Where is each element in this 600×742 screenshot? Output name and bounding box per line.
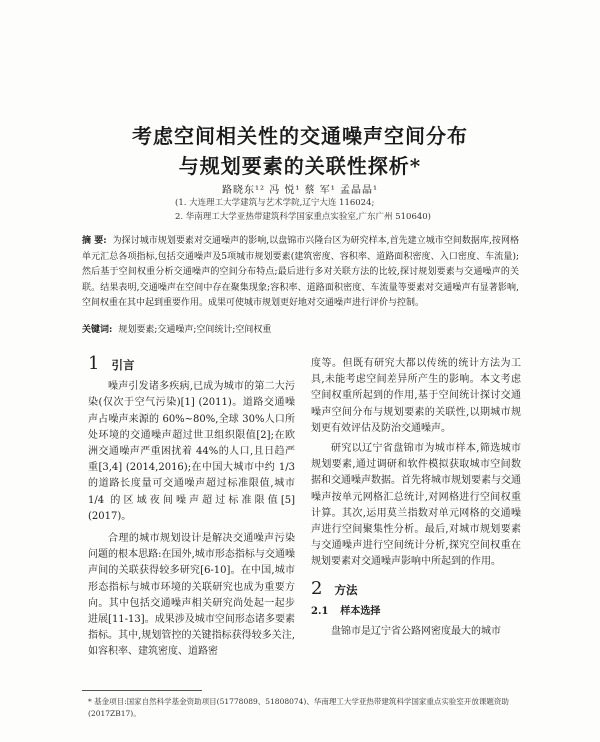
section-number: 1 xyxy=(88,353,100,374)
abstract-text: 为探讨城市规划要素对交通噪声的影响,以盘锦市兴隆台区为研究样本,首先建立城市空间数据库,按网格单元汇总各项指标,包括交通噪声及5项城市规划要素(建筑密度、容积率、道路面积密度、入口密度、车流量);然后基于空间权重分析交通噪声的空间分布特点;最后进行多对关联方法的比较,探讨规划要素与交通噪声的关联。结果表明,交通噪声在空间中存在聚集现象;容积率、道路面积密度、车流量等要素对交通噪声有显著影响,空间权重在其中起到重要作用。成果可使城市规划更好地对交通噪声进行评价与控制。 xyxy=(82,236,519,308)
intro-paragraph-2-cont: 度等。但既有研究大都以传统的统计方法为工具,未能考虑空间差异所产生的影响。本文考虑空间权重所起到的作用,基于空间统计探讨交通噪声空间分布与规划要素的关联性,以期城市规划更有效评估及防治交通噪声。 xyxy=(311,358,521,434)
section-number: 2 xyxy=(311,577,323,599)
paper-title-line-1: 考虑空间相关性的交通噪声空间分布 xyxy=(132,124,468,148)
footnote: * 基金项目:国家自然科学基金资助项目(51778089、51808074)、华南理工大学亚热带建筑科学国家重点实验室开放课题资助(2017ZB17)。 xyxy=(88,697,509,718)
abstract xyxy=(82,234,519,312)
right-column xyxy=(311,356,521,640)
subsection-number: 2.1 xyxy=(311,605,329,617)
intro-paragraph-3: 研究以辽宁省盘锦市为城市样本,筛选城市规划要素,通过调研和软件模拟获取城市空间数据和交通噪声数据。首先将城市规划要素与交通噪声按单元网格汇总统计,对网格进行空间权重计算。其次,运用莫兰指数对单元网格的交通噪声进行空间聚集性分析。最后,对城市规划要素与交通噪声进行空间统计分析,探究空间权重在规划要素对交通噪声影响中所起到的作用。 xyxy=(311,443,521,568)
method-paragraph-1: 盘锦市是辽宁省公路网密度最大的城市 xyxy=(331,626,501,638)
footnote-rule xyxy=(82,690,202,691)
abstract-label: 摘 要: xyxy=(82,236,107,246)
affiliation-2: 2. 华南理工大学亚热带建筑科学国家重点实验室,广东广州 510640) xyxy=(175,212,431,222)
section-heading-intro xyxy=(88,353,295,374)
left-column xyxy=(88,353,295,661)
intro-paragraph-1: 噪声引发诸多疾病,已成为城市的第二大污染(仅次于空气污染)[1] (2011)。道路交通噪声占噪声来源的 60%~80%,全球 30%人口所处环境的交通噪声超过世卫组织限值[2];在欧洲交通噪声严重困扰着 44%的人口,且日趋严重[3,4] (2014,2016);在中国大城市中约 1/3 的道路长度量可交通噪声超过标准限值,城市 1/4 的区域夜间噪声超过标准限值[5] (2017)。 xyxy=(88,381,295,522)
keywords-label: 关键词: xyxy=(82,325,113,335)
affiliation-1: (1. 大连理工大学建筑与艺术学院,辽宁大连 116024; xyxy=(175,198,375,208)
keywords xyxy=(82,322,519,335)
keywords-text: 规划要素;交通噪声;空间统计;空间权重 xyxy=(118,325,272,335)
section-title: 方法 xyxy=(334,582,358,597)
section-heading-method xyxy=(311,577,521,599)
intro-paragraph-2: 合理的城市规划设计是解决交通噪声污染问题的根本思路:在国外,城市形态指标与交通噪声间的关联获得较多研究[6-10]。在中国,城市形态指标与城市环境的关联研究也成为重要方向。其中包括交通噪声相关研究尚处起一起步进展[11-13]。成果涉及城市空间形态诸多要素指标。其中,规划管控的关键指标获得较多关注,如容积率、建筑密度、道路密 xyxy=(88,533,295,658)
section-title: 引言 xyxy=(111,358,135,372)
author-list: 路晓东¹² 冯 悦¹ 蔡 军¹ 孟晶晶¹ xyxy=(222,185,378,196)
paper-title-line-2: 与规划要素的关联性探析* xyxy=(178,154,422,178)
subsection-heading xyxy=(311,604,521,620)
subsection-title: 样本选择 xyxy=(340,605,381,617)
